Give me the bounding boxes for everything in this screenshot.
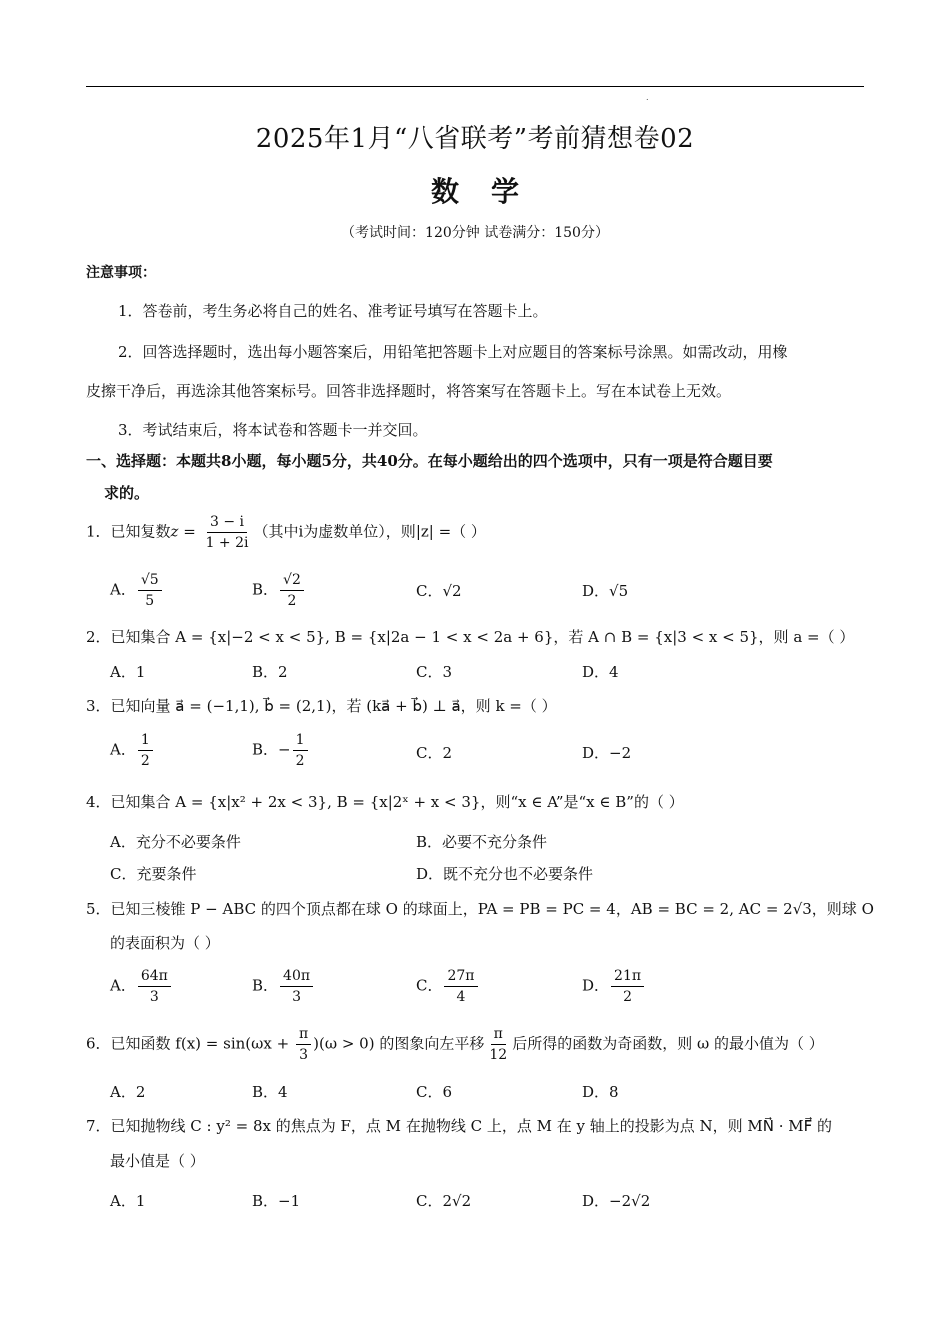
question-5-cont: 的表面积为（ ） xyxy=(110,934,220,952)
top-rule xyxy=(86,86,864,87)
q4-option-c[interactable]: C．充要条件 xyxy=(110,865,197,883)
notice-item-1: 1．答卷前，考生务必将自己的姓名、准考证号填写在答题卡上。 xyxy=(118,302,548,320)
q2-option-d[interactable]: D．4 xyxy=(582,663,619,681)
page-mark: . xyxy=(646,93,649,102)
q6-option-a[interactable]: A．2 xyxy=(110,1083,146,1101)
q3-option-b[interactable]: B．− $\frac{1}{2}$ xyxy=(252,730,310,771)
section-heading-cont: 求的。 xyxy=(104,484,150,502)
notice-heading: 注意事项： xyxy=(86,265,156,281)
q4-option-b[interactable]: B．必要不充分条件 xyxy=(416,833,548,851)
q1-option-b[interactable]: B． $\frac{√2}{2}$ xyxy=(252,570,306,611)
q5-option-b[interactable]: B． $\frac{40\pi}{3}$ xyxy=(252,966,315,1007)
exam-info: （考试时间：120分钟 试卷满分：150分） xyxy=(341,225,609,241)
question-4: 4．已知集合 A = {x|x² + 2x < 3}, B = {x|2ˣ + x < 3}，则“x ∈ A”是“x ∈ B”的（ ） xyxy=(86,793,684,811)
q4-option-d[interactable]: D．既不充分也不必要条件 xyxy=(416,865,594,883)
notice-item-2: 2．回答选择题时，选出每小题答案后，用铅笔把答题卡上对应题目的答案标号涂黑。如需改动，用橡 xyxy=(118,343,788,361)
q3-option-c[interactable]: C．2 xyxy=(416,744,453,762)
question-7: 7．已知抛物线 C : y² = 8x 的焦点为 F，点 M 在抛物线 C 上，点 M 在 y 轴上的投影为点 N，则 MN⃗ · MF⃗ 的 xyxy=(86,1117,833,1135)
q6-option-d[interactable]: D．8 xyxy=(582,1083,619,1101)
question-5: 5．已知三棱锥 P − ABC 的四个顶点都在球 O 的球面上，PA = PB = PC = 4，AB = BC = 2, AC = 2√3，则球 O xyxy=(86,900,874,918)
q7-option-b[interactable]: B．−1 xyxy=(252,1192,301,1210)
q1-option-c[interactable]: C．√2 xyxy=(416,582,462,600)
q5-option-c[interactable]: C． $\frac{27\pi}{4}$ xyxy=(416,966,480,1007)
q3-option-a[interactable]: A． $\frac{1}{2}$ xyxy=(110,730,155,771)
notice-item-2-cont: 皮擦干净后，再选涂其他答案标号。回答非选择题时，将答案写在答题卡上。写在本试卷上无效。 xyxy=(86,382,732,400)
question-1: 1．已知复数z = $\frac{3 - i}{1 + 2i}$ （其中i为虚数单位），则|z| =（ ） xyxy=(86,514,486,551)
q5-option-a[interactable]: A． $\frac{64\pi}{3}$ xyxy=(110,966,173,1007)
q5-option-d[interactable]: D． $\frac{21\pi}{2}$ xyxy=(582,966,646,1007)
q6-option-b[interactable]: B．4 xyxy=(252,1083,288,1101)
q7-option-d[interactable]: D．−2√2 xyxy=(582,1192,651,1210)
q2-option-a[interactable]: A．1 xyxy=(110,663,146,681)
question-3: 3．已知向量 a⃗ = (−1,1), b⃗ = (2,1)，若 (ka⃗ + b⃗) ⊥ a⃗，则 k =（ ） xyxy=(86,697,557,715)
page-title: 2025年1月“八省联考”考前猜想卷02 xyxy=(255,124,695,154)
q2-option-b[interactable]: B．2 xyxy=(252,663,288,681)
q2-option-c[interactable]: C．3 xyxy=(416,663,453,681)
question-6: 6．已知函数 f(x) = sin(ωx + $\frac{\pi}{3}$ )(ω > 0) 的图象向左平移 $\frac{\pi}{12}$ 后所得的函数为奇函数，则 ω 的最小值为（ ） xyxy=(86,1026,824,1063)
subject-title: 数学 xyxy=(430,175,551,208)
question-2: 2．已知集合 A = {x|−2 < x < 5}, B = {x|2a − 1 < x < 2a + 6}，若 A ∩ B = {x|3 < x < 5}，则 a =（ ） xyxy=(86,628,855,646)
q1-fraction: $\frac{3 - i}{1 + 2i}$ xyxy=(205,514,249,551)
question-7-cont: 最小值是（ ） xyxy=(110,1152,205,1170)
q1-option-a[interactable]: A． $\frac{√5}{5}$ xyxy=(110,570,164,611)
notice-item-3: 3．考试结束后，将本试卷和答题卡一并交回。 xyxy=(118,421,428,439)
section-heading: 一、选择题：本题共8小题，每小题5分，共40分。在每小题给出的四个选项中，只有一项是符合题目要 xyxy=(86,452,773,470)
q1-option-d[interactable]: D．√5 xyxy=(582,582,629,600)
q7-option-a[interactable]: A．1 xyxy=(110,1192,146,1210)
q6-option-c[interactable]: C．6 xyxy=(416,1083,453,1101)
q4-option-a[interactable]: A．充分不必要条件 xyxy=(110,833,241,851)
q3-option-d[interactable]: D．−2 xyxy=(582,744,632,762)
q7-option-c[interactable]: C．2√2 xyxy=(416,1192,472,1210)
